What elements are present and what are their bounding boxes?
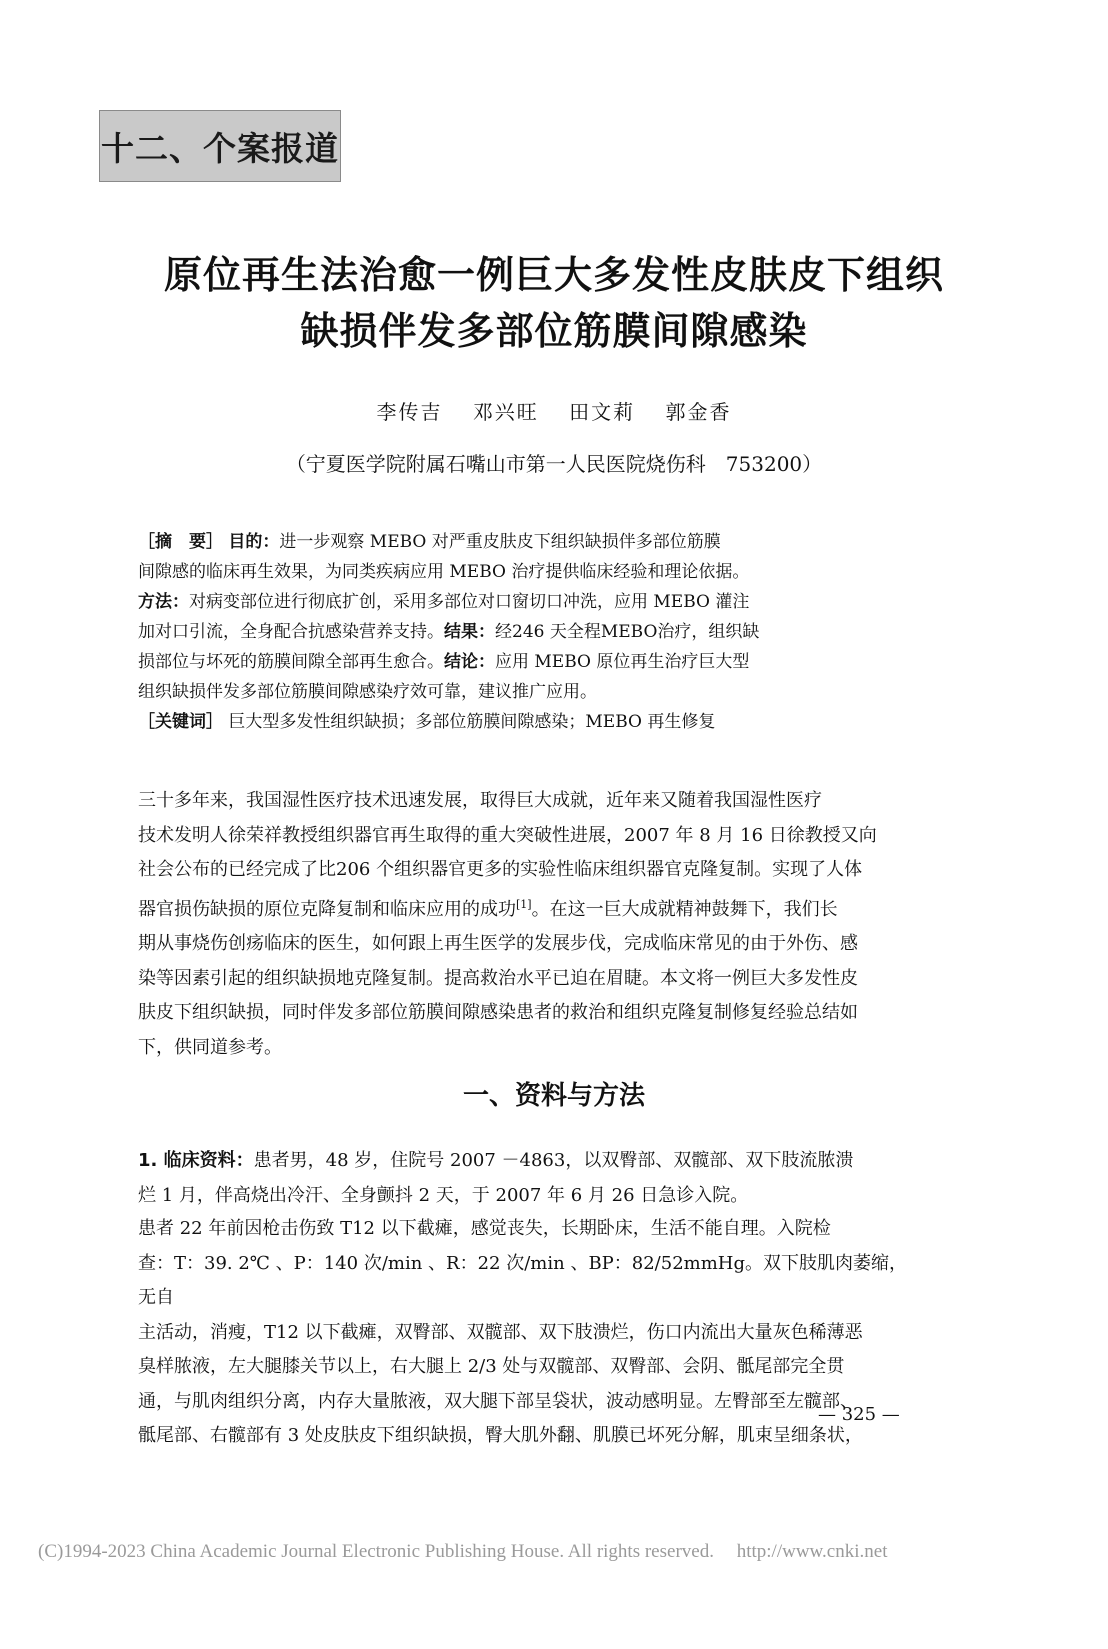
- body-line: [138, 888, 918, 928]
- body-line: 染等因素引起的组织缺损地克隆复制。提高救治水平已迫在眉睫。本文将一例巨大多发性皮: [138, 967, 858, 989]
- body-line: 肤皮下组织缺损，同时伴发多部位筋膜间隙感染患者的救治和组织克隆复制修复经验总结如: [138, 1002, 858, 1023]
- author: 郭金香: [665, 400, 732, 424]
- intro-paragraph: [138, 784, 918, 1065]
- abstract-label-method: 方法：: [138, 592, 189, 612]
- body-line: 三十多年来，我国湿性医疗技术迅速发展，取得巨大成就，近年来又随着我国湿性医疗: [138, 790, 822, 811]
- abstract: [138, 527, 898, 737]
- body-line: 主活动，消瘦，T12 以下截瘫，双臀部、双髋部、双下肢溃烂，伤口内流出大量灰色稀薄恶: [138, 1321, 863, 1343]
- footer-url-link[interactable]: http://www.cnki.net: [736, 1541, 888, 1562]
- abstract-tag: ［摘 要］: [138, 532, 223, 552]
- abstract-line: 间隙感的临床再生效果，为同类疾病应用 MEBO 治疗提供临床经验和理论依据。: [138, 562, 750, 582]
- section-heading: 一、资料与方法: [462, 1081, 645, 1111]
- body-line: 烂 1 月，伴高烧出冷汗、全身颤抖 2 天，于 2007 年 6 月 26 日急诊入院。: [138, 1184, 749, 1206]
- history-paragraph: [138, 1212, 918, 1454]
- author: 田文莉: [569, 400, 636, 424]
- abstract-text: 应用 MEBO 原位再生治疗巨大型: [495, 652, 750, 672]
- body-line: 社会公布的已经完成了比206 个组织器官更多的实验性临床组织器官克隆复制。实现了人体: [138, 859, 863, 880]
- keywords-line: [138, 707, 898, 737]
- abstract-label-aim: 目的：: [228, 532, 280, 552]
- body-line: 技术发明人徐荣祥教授组织器官再生取得的重大突破性进展，2007 年 8 月 16 日徐教授又向: [138, 824, 877, 846]
- body-line: [138, 1144, 918, 1179]
- body-text: 患者男，48 岁，住院号 2007 －4863，以双臀部、双髋部、双下肢流脓溃: [253, 1150, 854, 1171]
- keywords-tag: ［关键词］: [138, 712, 223, 732]
- paper-title-line-2: 缺损伴发多部位筋膜间隙感染: [300, 309, 808, 353]
- abstract-label-result: 结果：: [444, 622, 495, 642]
- affiliation: （宁夏医学院附属石嘴山市第一人民医院烧伤科 753200）: [285, 452, 823, 476]
- body-line: 患者 22 年前因枪击伤致 T12 以下截瘫，感觉丧失，长期卧床，生活不能自理。入院检: [138, 1218, 831, 1239]
- section-badge: 十二、个案报道: [99, 110, 341, 182]
- body-line: 下，供同道参考。: [138, 1036, 282, 1058]
- body-line: 查：T：39. 2℃ 、P：140 次/min 、R：22 次/min 、BP：82/52mmHg。双下肢肌肉萎缩，无自: [138, 1252, 908, 1308]
- abstract-text: 进一步观察 MEBO 对严重皮肤皮下组织缺损伴多部位筋膜: [279, 532, 721, 552]
- clinical-label: 1. 临床资料：: [138, 1150, 254, 1171]
- body-line: 骶尾部、右髋部有 3 处皮肤皮下组织缺损，臀大肌外翻、肌膜已坏死分解，肌束呈细条状，: [138, 1425, 863, 1446]
- body-text: 。在这一巨大成就精神鼓舞下，我们长: [531, 898, 838, 920]
- author: 李传吉: [376, 400, 443, 424]
- body-line: 臭样脓液，左大腿膝关节以上，右大腿上 2/3 处与双髋部、双臀部、会阴、骶尾部完全贯: [138, 1356, 845, 1377]
- clinical-paragraph: [138, 1144, 918, 1213]
- abstract-line: [138, 647, 898, 677]
- paper-title-line-1: 原位再生法治愈一例巨大多发性皮肤皮下组织: [163, 253, 944, 297]
- abstract-line: [138, 617, 898, 647]
- page-number: — 325 —: [818, 1404, 900, 1425]
- abstract-line: 组织缺损伴发多部位筋膜间隙感染疗效可靠，建议推广应用。: [138, 682, 597, 702]
- abstract-text: 对病变部位进行彻底扩创，采用多部位对口窗切口冲洗，应用 MEBO 灌注: [189, 592, 750, 612]
- abstract-text: 损部位与坏死的筋膜间隙全部再生愈合。: [138, 652, 444, 672]
- abstract-line: [138, 587, 898, 617]
- abstract-text: 加对口引流，全身配合抗感染营养支持。: [138, 622, 444, 642]
- copyright-text: (C)1994-2023 China Academic Journal Electronic Publishing House. All rights reserved.: [38, 1541, 714, 1562]
- author: 邓兴旺: [472, 400, 539, 424]
- reference-marker: [1]: [516, 897, 532, 911]
- body-line: 通，与肌肉组织分离，内存大量脓液，双大腿下部呈袋状，波动感明显。左臀部至左髋部、: [138, 1390, 858, 1412]
- abstract-label-conclusion: 结论：: [444, 652, 495, 672]
- copyright-footer: [38, 1541, 887, 1563]
- abstract-text: 经246 天全程MEBO治疗，组织缺: [495, 622, 760, 642]
- body-line: 期从事烧伤创疡临床的医生，如何跟上再生医学的发展步伐，完成临床常见的由于外伤、感: [138, 933, 858, 954]
- author-list: [60, 396, 1048, 425]
- keywords-text: 巨大型多发性组织缺损；多部位筋膜间隙感染；MEBO 再生修复: [228, 712, 716, 732]
- body-text: 器官损伤缺损的原位克降复制和临床应用的成功: [138, 898, 516, 920]
- abstract-line: [138, 527, 898, 557]
